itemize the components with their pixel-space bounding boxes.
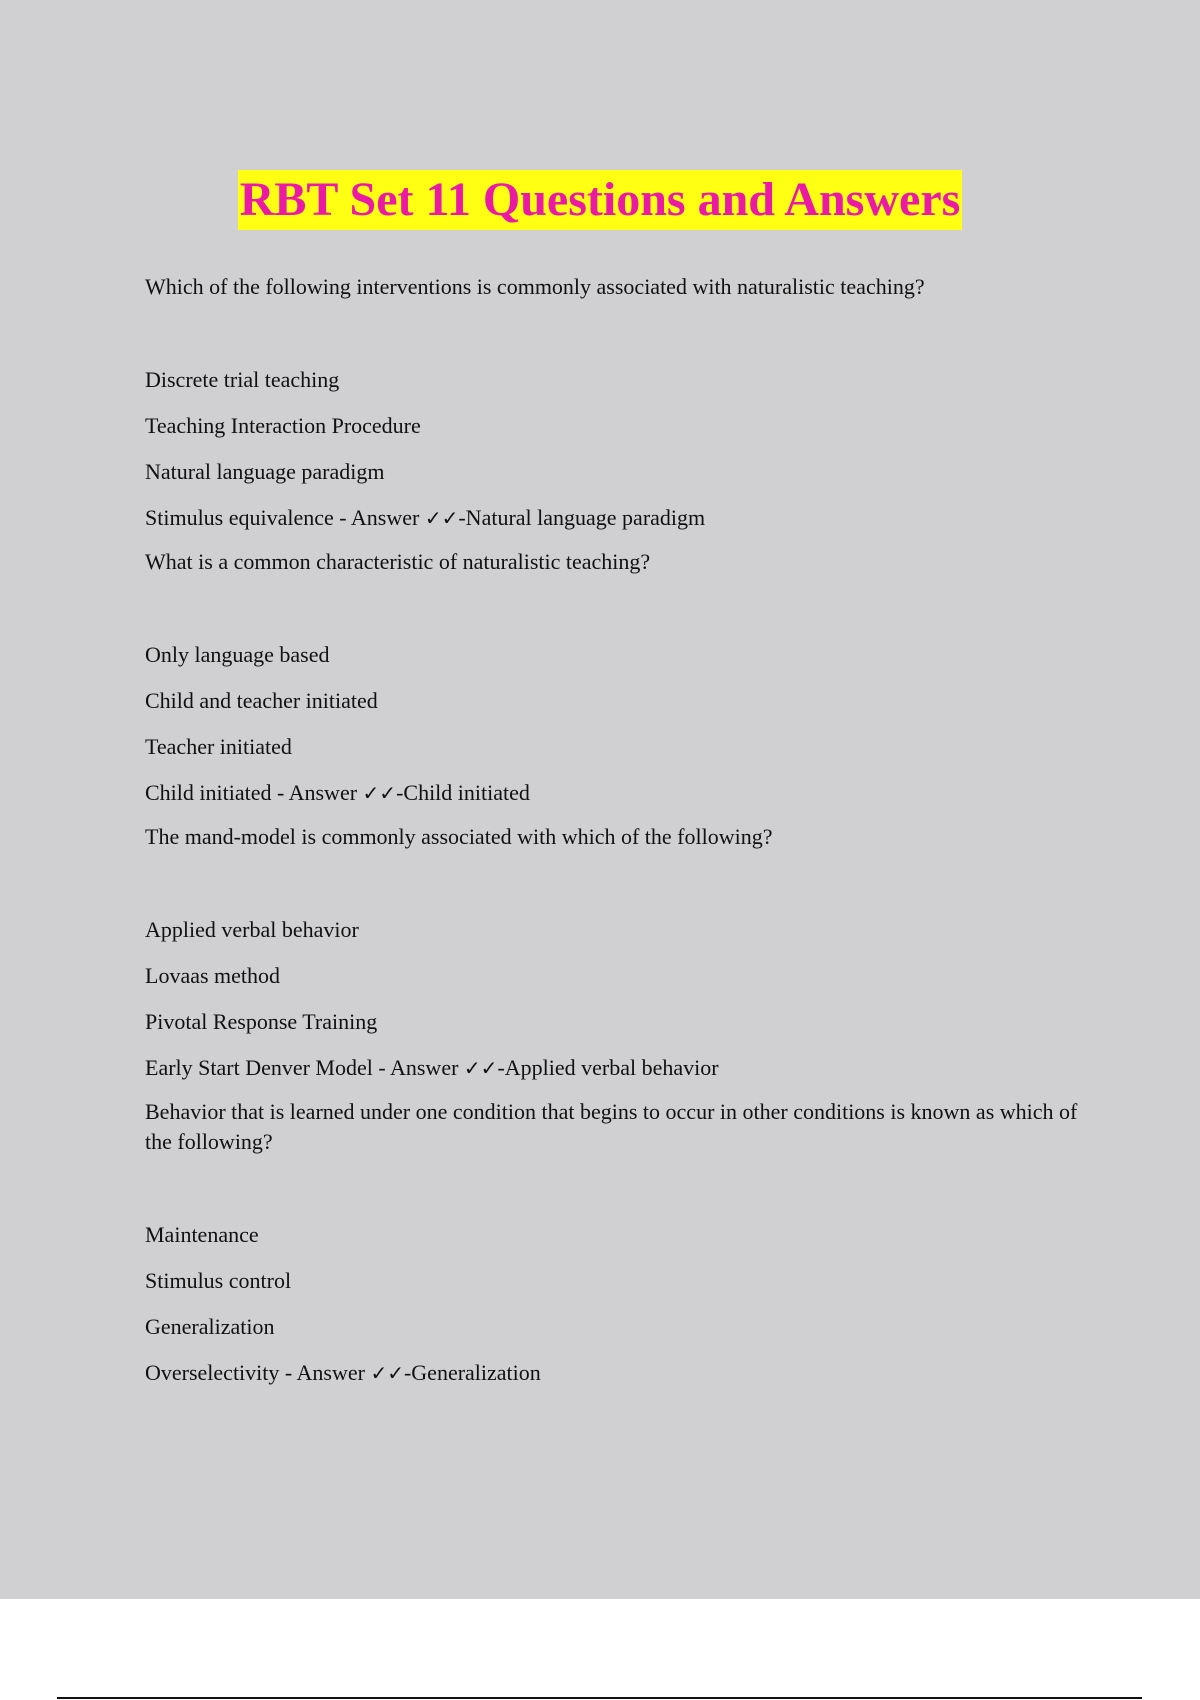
- footer-divider: [57, 1697, 1142, 1699]
- answer-line: [145, 503, 1090, 533]
- answer-line: [145, 778, 1090, 808]
- qa-item: [145, 272, 1090, 533]
- answer-option: Maintenance: [145, 1222, 259, 1247]
- question-text: Behavior that is learned under one condition that begins to occur in other conditions is known as which of the following?: [145, 1099, 1078, 1154]
- qa-item: [145, 822, 1090, 1083]
- qa-item: [145, 547, 1090, 808]
- answer-option: Discrete trial teaching: [145, 367, 340, 392]
- correct-answer: -Generalization: [403, 1360, 541, 1385]
- question-text: The mand-model is commonly associated with which of the following?: [145, 824, 773, 849]
- answer-option: Teaching Interaction Procedure: [145, 413, 421, 438]
- document-title: RBT Set 11 Questions and Answers: [238, 170, 963, 230]
- answer-line: [145, 1358, 1090, 1388]
- correct-answer: -Natural language paradigm: [458, 505, 706, 530]
- qa-content: [145, 272, 1090, 1402]
- answer-option: Stimulus control: [145, 1268, 292, 1293]
- correct-answer: -Child initiated: [396, 780, 530, 805]
- double-check-icon: ✓✓: [362, 781, 397, 805]
- answer-option: Only language based: [145, 642, 330, 667]
- answer-option: Overselectivity: [145, 1360, 280, 1385]
- double-check-icon: ✓✓: [463, 1056, 498, 1080]
- answer-option: Teacher initiated: [145, 734, 292, 759]
- answer-option: Generalization: [145, 1314, 275, 1339]
- answer-option: Child initiated: [145, 780, 272, 805]
- answer-option: Natural language paradigm: [145, 459, 385, 484]
- answer-option: Child and teacher initiated: [145, 688, 378, 713]
- correct-answer: -Applied verbal behavior: [497, 1055, 719, 1080]
- answer-label: - Answer: [271, 780, 363, 805]
- double-check-icon: ✓✓: [424, 506, 459, 530]
- answer-label: - Answer: [279, 1360, 371, 1385]
- answer-option: Applied verbal behavior: [145, 917, 359, 942]
- answer-option: Pivotal Response Training: [145, 1009, 378, 1034]
- title-container: [0, 170, 1200, 230]
- answer-option: Early Start Denver Model: [145, 1055, 373, 1080]
- qa-item: [145, 1097, 1090, 1388]
- answer-option: Lovaas method: [145, 963, 281, 988]
- answer-label: - Answer: [333, 505, 425, 530]
- answer-label: - Answer: [372, 1055, 464, 1080]
- double-check-icon: ✓✓: [370, 1361, 404, 1385]
- answer-option: Stimulus equivalence: [145, 505, 334, 530]
- answer-line: [145, 1053, 1090, 1083]
- question-text: What is a common characteristic of naturalistic teaching?: [145, 549, 651, 574]
- question-text: Which of the following interventions is commonly associated with naturalistic teaching?: [145, 274, 925, 299]
